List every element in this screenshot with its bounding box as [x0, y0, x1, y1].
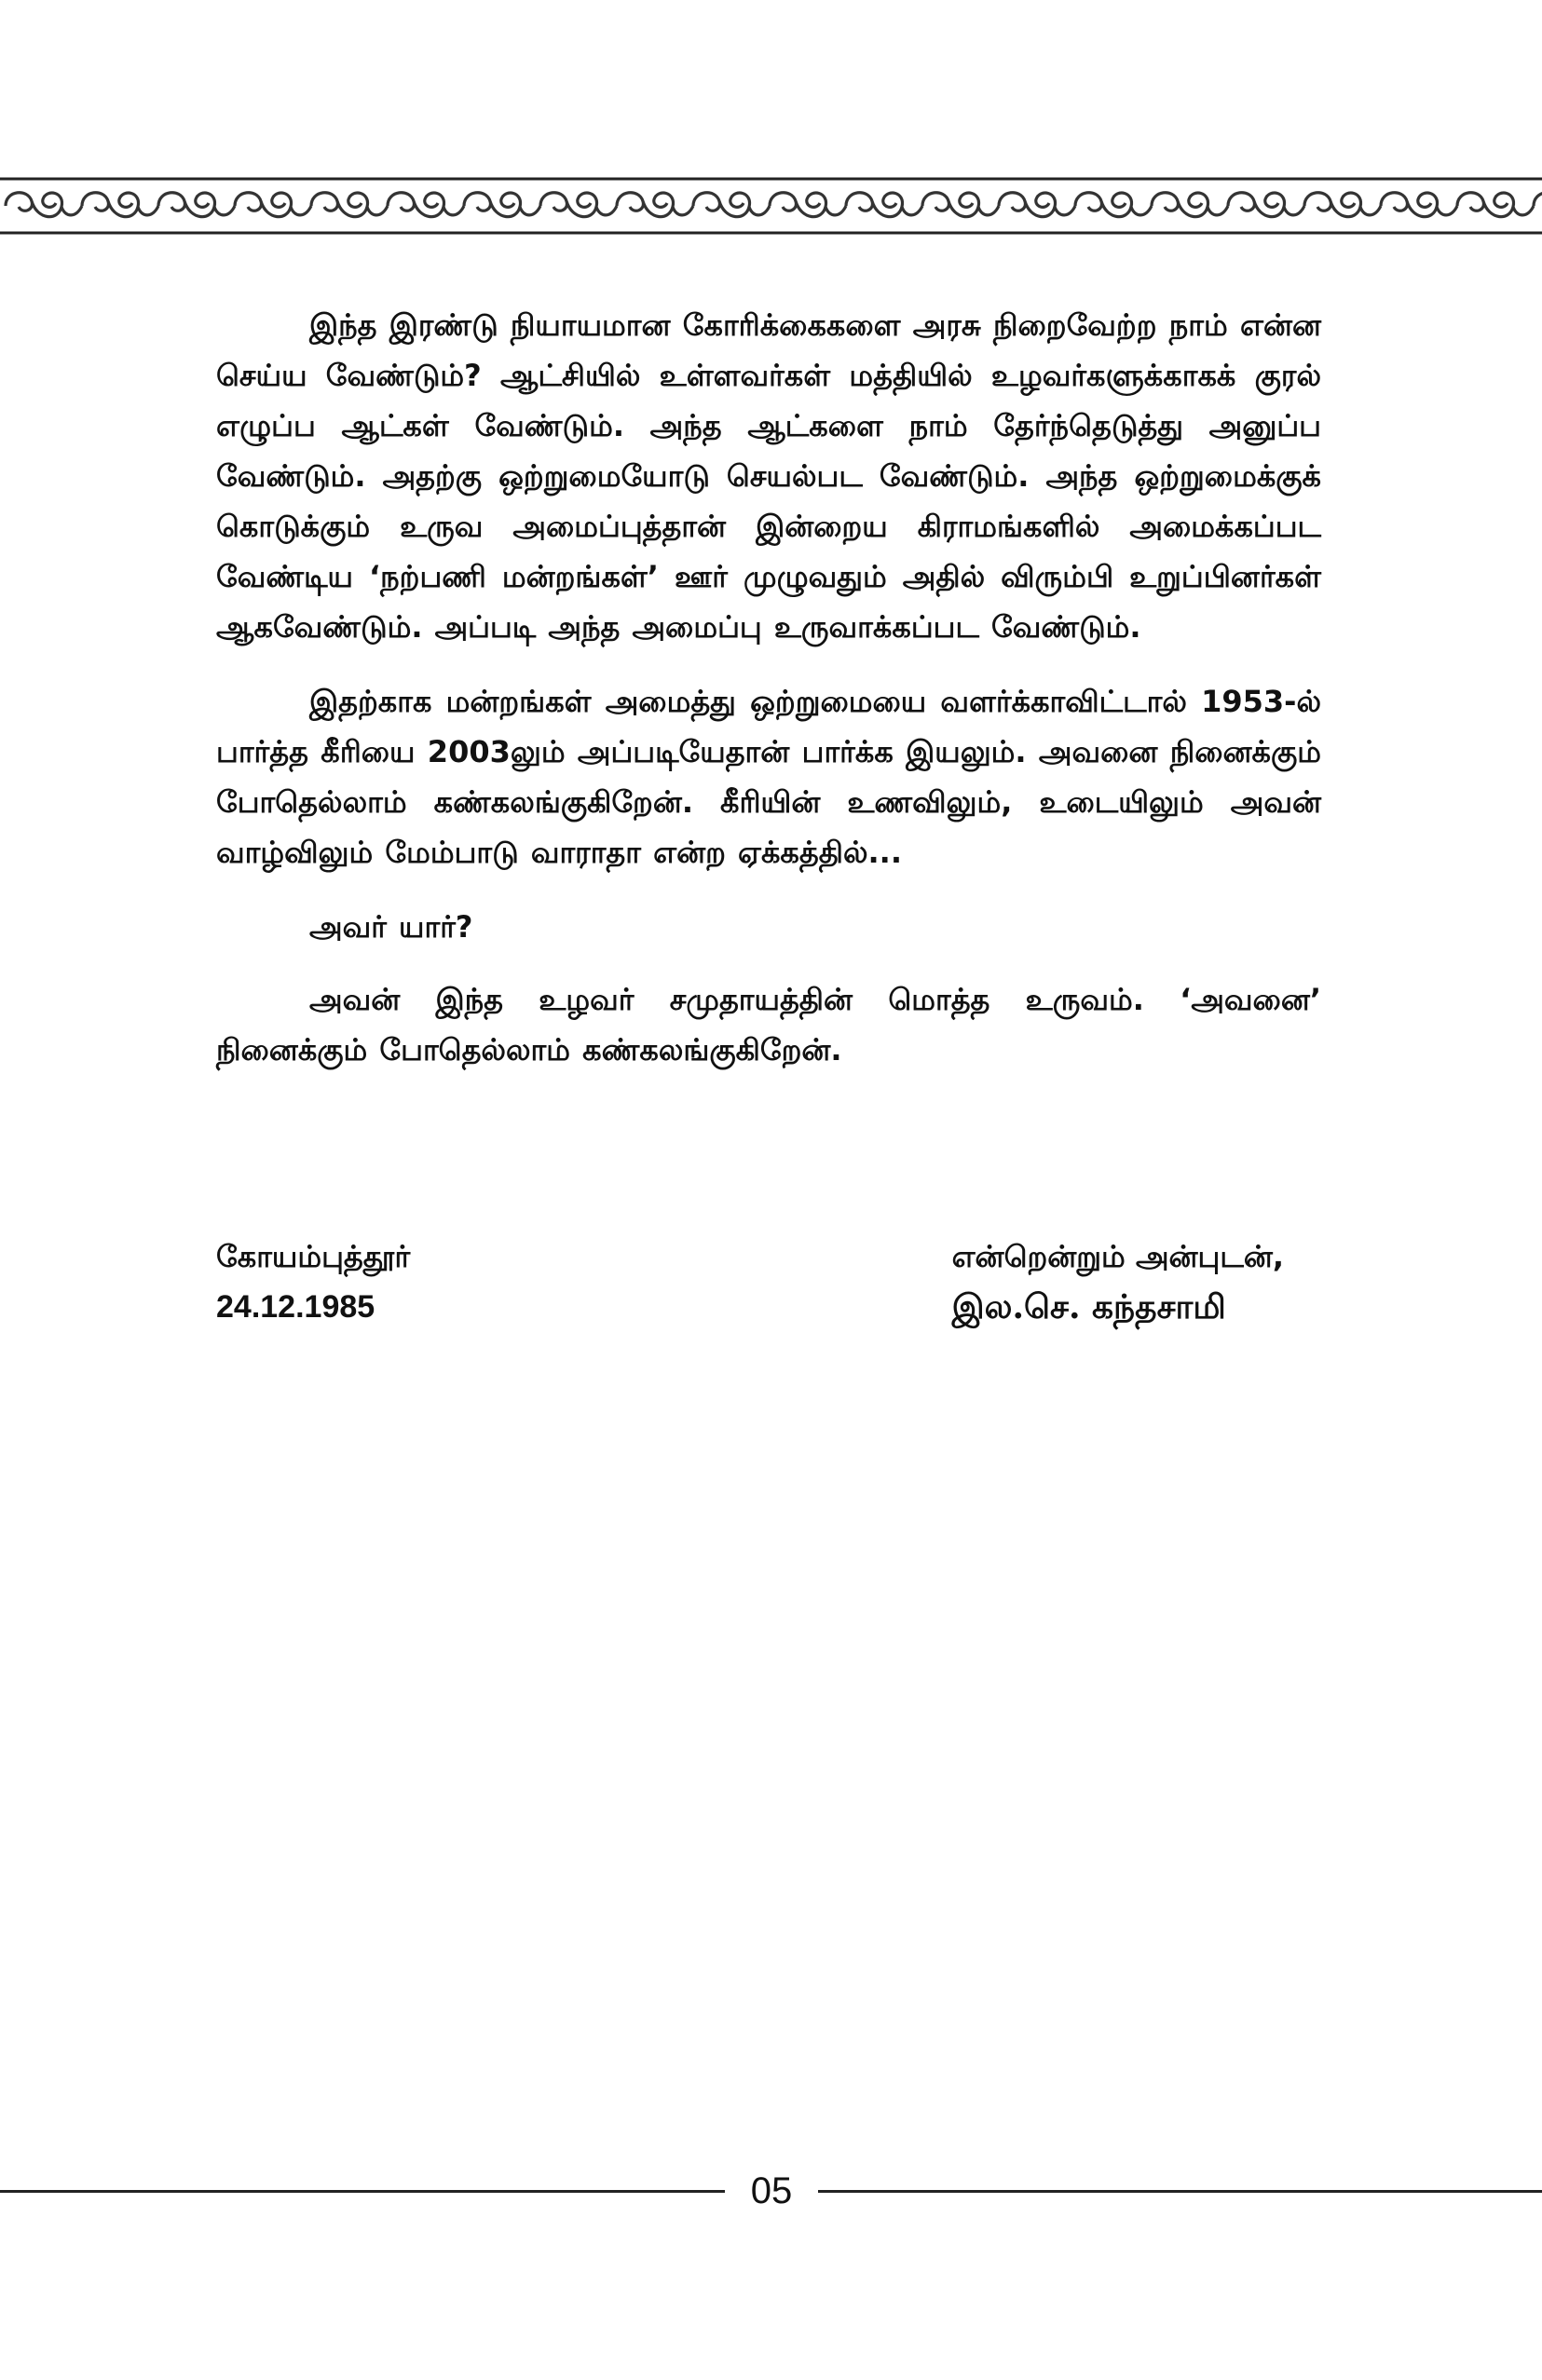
scroll-motif	[388, 193, 464, 217]
top-ornamental-border	[0, 177, 1542, 235]
scroll-motif	[311, 193, 388, 217]
paragraph-question: அவர் யார்?	[309, 909, 473, 945]
scroll-motif	[617, 193, 693, 217]
scroll-motif	[770, 193, 846, 217]
scroll-motif	[693, 193, 770, 217]
signoff-author	[952, 1231, 1284, 1332]
signoff-date: 24.12.1985	[216, 1289, 375, 1325]
paragraph-answer: அவன் இந்த உழவர் சமுதாயத்தின் மொத்த உருவம். ‘அவனை’ நினைக்கும் போதெல்லாம் கண்கலங்குகிறேன்.	[216, 982, 1321, 1068]
scroll-motif	[6, 193, 82, 217]
ornamental-scroll-border-icon	[0, 177, 1542, 235]
footer-rule-left	[0, 2190, 725, 2193]
letter-body	[216, 300, 1321, 1099]
paragraph-demands: இந்த இரண்டு நியாயமான கோரிக்கைகளை அரசு நிறைவேற்ற நாம் என்ன செய்ய வேண்டும்? ஆட்சியில் உள்ளவர்கள் மத்தியில் உழவர்களுக்காகக் குரல் எழுப்ப ஆட்கள் வேண்டும். அந்த ஆட்களை நாம் தேர்ந்தெடுத்து அனுப்ப வேண்டும். அதற்கு ஒற்றுமையோடு செயல்பட வேண்டும். அந்த ஒற்றுமைக்குக் கொடுக்கும் உருவ அமைப்புத்தான் இன்றைய கிராமங்களில் அமைக்கப்பட வேண்டிய ‘நற்பணி மன்றங்கள்’ ஊர் முழுவதும் அதில் விரும்பி உறுப்பினர்கள் ஆகவேண்டும். அப்படி அந்த அமைப்பு உருவாக்கப்பட வேண்டும்.	[216, 307, 1321, 645]
scroll-motif	[999, 193, 1075, 217]
scroll-motif	[1152, 193, 1228, 217]
scroll-motif	[1228, 193, 1304, 217]
scroll-motif	[1381, 193, 1457, 217]
letter-signoff	[216, 1231, 1321, 1343]
signoff-place: கோயம்புத்தூர்	[216, 1239, 411, 1274]
scroll-motif	[1075, 193, 1152, 217]
scroll-motif	[82, 193, 158, 217]
scroll-motif	[1304, 193, 1381, 217]
scroll-motif	[158, 193, 235, 217]
scroll-motif	[922, 193, 999, 217]
scroll-motif	[1457, 193, 1534, 217]
scroll-motif	[235, 193, 311, 217]
signoff-place-date	[216, 1231, 410, 1332]
scroll-motif	[464, 193, 540, 217]
signoff-closing: என்றென்றும் அன்புடன்,	[951, 1239, 1284, 1274]
page-footer	[0, 2163, 1542, 2219]
footer-rule-right	[818, 2190, 1542, 2193]
signoff-name: இல.செ. கந்தசாமி	[951, 1287, 1226, 1326]
scroll-motif	[846, 193, 922, 217]
paragraph-unity: இதற்காக மன்றங்கள் அமைத்து ஒற்றுமையை வளர்க்காவிட்டால் 1953-ல் பார்த்த கீரியை 2003லும் அப்படியேதான் பார்க்க இயலும். அவனை நினைக்கும் போதெல்லாம் கண்கலங்குகிறேன். கீரியின் உணவிலும், உடையிலும் அவன் வாழ்விலும் மேம்பாடு வாராதா என்ற ஏக்கத்தில்...	[216, 684, 1321, 870]
page-number: 05	[750, 2170, 793, 2211]
scroll-motif	[540, 193, 617, 217]
scroll-motif	[1534, 193, 1542, 217]
